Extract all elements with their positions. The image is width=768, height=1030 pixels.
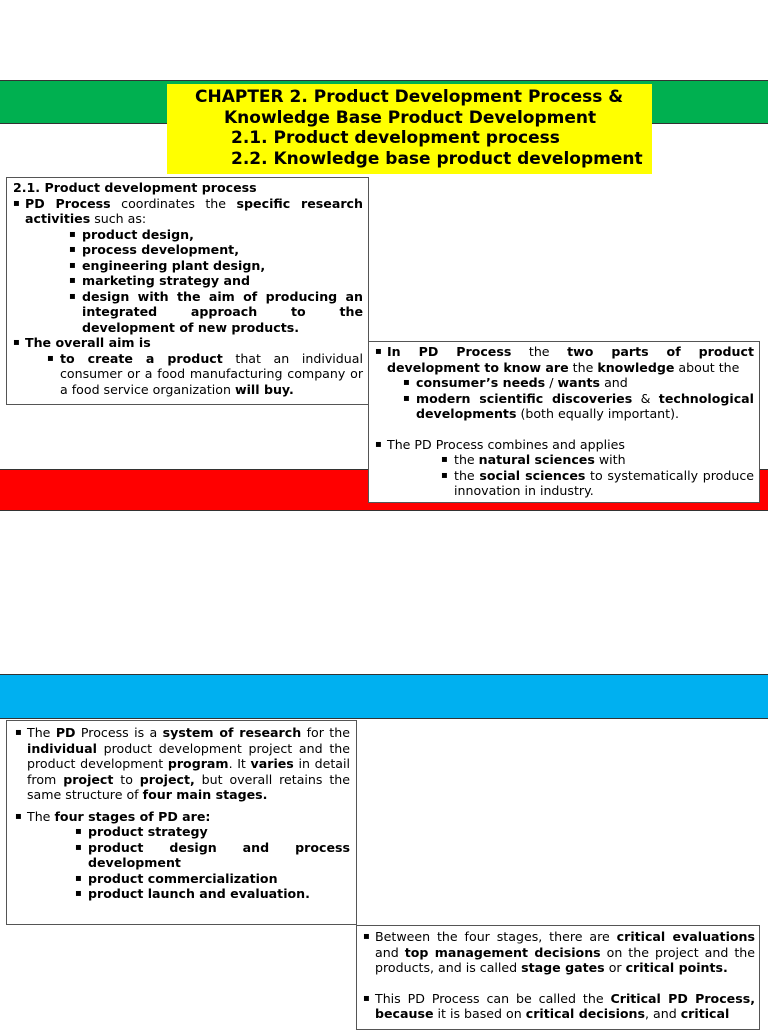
activity-item: ▪ design with the aim of producing an integrated approach to the development of new products. [69, 289, 363, 336]
knowledge-box [368, 341, 760, 503]
stage-item: ▪ product design and process development [75, 840, 350, 871]
system-of-research-box [6, 720, 357, 925]
knowledge-item: ▪ consumer’s needs / wants and [403, 375, 754, 391]
four-stages-item: ▪ The four stages of PD are: ▪ product strategy ▪ product design and process development ▪ product commercialization ▪ product launch and evaluation. [15, 809, 350, 902]
activity-item: ▪ marketing strategy and [69, 273, 363, 289]
title-line-1: CHAPTER 2. Product Development Process & [195, 87, 624, 107]
overall-aim-item: ▪ The overall aim is ▪ to create a product that an individual consumer or a food manufacturing company or a food service organization will buy. [13, 335, 363, 397]
section-heading: 2.1. Product development process [13, 180, 257, 195]
combines-item: ▪ The PD Process combines and applies ▪ the natural sciences with ▪ the social sciences to systematically produce innovation in industry. [375, 437, 754, 499]
pd-process-overview-box [6, 177, 369, 405]
title-line-2: Knowledge Base Product Development [224, 107, 597, 128]
slide2-top-band [0, 674, 768, 719]
critical-pd-item: ▪ This PD Process can be called the Critical PD Process, because it is based on critical decisions, and critical [363, 991, 755, 1022]
coordinates-item: ▪ PD Process coordinates the specific research activities such as: ▪ product design, ▪ process development, ▪ engineering plant design, ▪ marketing strategy and ▪ design with the aim of producing an integrated approach to the development of new products. [13, 196, 363, 336]
activity-item: ▪ product design, [69, 227, 363, 243]
activity-item: ▪ process development, [69, 242, 363, 258]
aim-detail: ▪ to create a product that an individual consumer or a food manufacturing company or a food service organization will buy. [47, 351, 363, 398]
stage-item: ▪ product launch and evaluation. [75, 886, 350, 902]
title-line-4: 2.2. Knowledge base product development [231, 148, 643, 169]
knowledge-item: ▪ modern scientific discoveries & technological developments (both equally important). [403, 391, 754, 422]
title-line-3: 2.1. Product development process [231, 128, 560, 148]
chapter-title [167, 84, 652, 174]
stage-item: ▪ product strategy [75, 824, 350, 840]
system-item: ▪ The PD Process is a system of research for the individual product development project and the product development program. It varies in detail from project to project, but overall retains the same structure of four main stages. [15, 725, 350, 803]
activity-item: ▪ engineering plant design, [69, 258, 363, 274]
science-item: ▪ the social sciences to systematically produce innovation in industry. [441, 468, 754, 499]
stage-item: ▪ product commercialization [75, 871, 350, 887]
science-item: ▪ the natural sciences with [441, 452, 754, 468]
stage-gates-item: ▪ Between the four stages, there are critical evaluations and top management decisions on the project and the products, and is called stage gates or critical points. [363, 929, 755, 976]
two-parts-item: ▪ In PD Process the two parts of product development to know are the knowledge about the ▪ consumer’s needs / wants and ▪ modern scientific discoveries & technological developments (both equally important). [375, 344, 754, 422]
critical-points-box [356, 925, 760, 1030]
